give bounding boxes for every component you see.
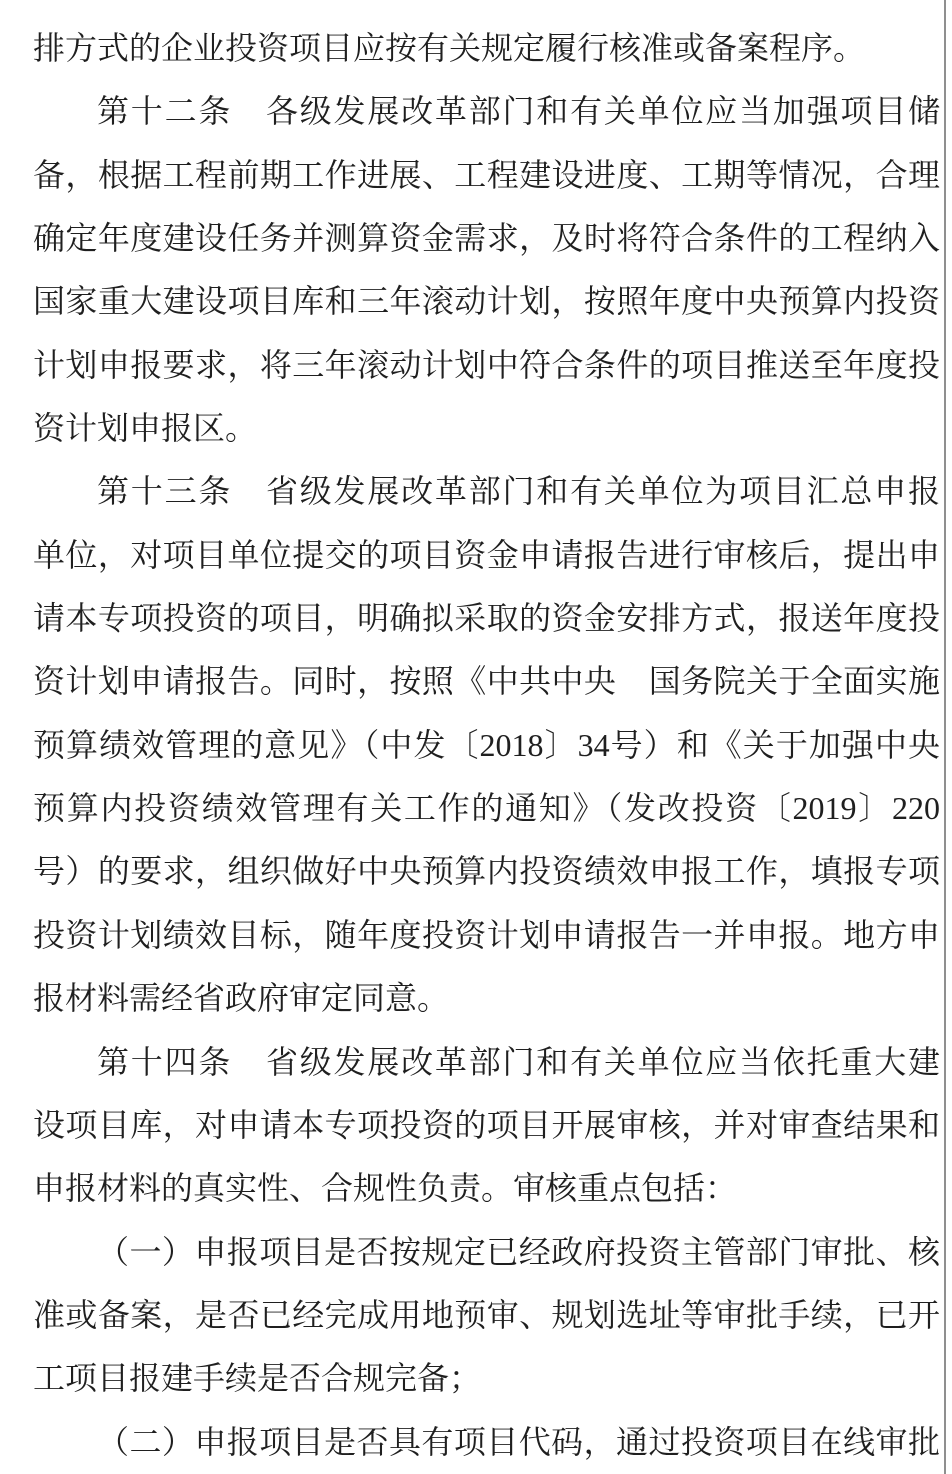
text-line: 预算绩效管理的意见》（中发〔2018〕34号）和《关于加强中央 [33, 726, 940, 763]
text-line: 确定年度建设任务并测算资金需求，及时将符合条件的工程纳入 [33, 220, 940, 257]
text-line: 计划申报要求，将三年滚动计划中符合条件的项目推送至年度投 [33, 346, 940, 383]
paragraph [33, 1221, 940, 1411]
text-line: 排方式的企业投资项目应按有关规定履行核准或备案程序。 [33, 30, 866, 66]
text-line: 请本专项投资的项目，明确拟采取的资金安排方式，报送年度投 [33, 600, 940, 637]
text-line: 第十四条 省级发展改革部门和有关单位应当依托重大建 [97, 1043, 940, 1080]
text-line: 国家重大建设项目库和三年滚动计划，按照年度中央预算内投资 [33, 283, 940, 320]
paragraph [33, 460, 940, 1030]
paragraph [33, 1031, 940, 1221]
text-line: （一）申报项目是否按规定已经政府投资主管部门审批、核 [97, 1233, 940, 1270]
text-line: 号）的要求，组织做好中央预算内投资绩效申报工作，填报专项 [33, 853, 940, 890]
text-line: 预算内投资绩效管理有关工作的通知》（发改投资〔2019〕220 [33, 790, 940, 827]
text-line: 申报材料的真实性、合规性负责。审核重点包括： [33, 1170, 738, 1207]
paragraph [33, 1411, 940, 1474]
text-line: 资计划申请报告。同时，按照《中共中央 国务院关于全面实施 [33, 663, 940, 700]
text-line: 投资计划绩效目标，随年度投资计划申请报告一并申报。地方申 [33, 916, 940, 953]
text-line: 设项目库，对申请本专项投资的项目开展审核，并对审查结果和 [33, 1106, 940, 1143]
paragraph [33, 17, 940, 80]
text-line: 准或备案，是否已经完成用地预审、规划选址等审批手续，已开 [33, 1296, 940, 1333]
text-line: 第十三条 省级发展改革部门和有关单位为项目汇总申报 [97, 473, 940, 510]
text-line: 资计划申报区。 [33, 410, 258, 447]
document-body [33, 17, 940, 1474]
text-line: 备，根据工程前期工作进展、工程建设进度、工期等情况，合理 [33, 156, 940, 193]
text-line: （二）申报项目是否具有项目代码，通过投资项目在线审批 [97, 1423, 940, 1460]
text-line: 工项目报建手续是否合规完备； [33, 1360, 482, 1397]
text-line: 单位，对项目单位提交的项目资金申请报告进行审核后，提出申 [33, 536, 940, 573]
text-line: 第十二条 各级发展改革部门和有关单位应当加强项目储 [97, 93, 940, 130]
text-line: 报材料需经省政府审定同意。 [33, 980, 450, 1017]
paragraph [33, 80, 940, 460]
page-edge-line [944, 0, 946, 1474]
